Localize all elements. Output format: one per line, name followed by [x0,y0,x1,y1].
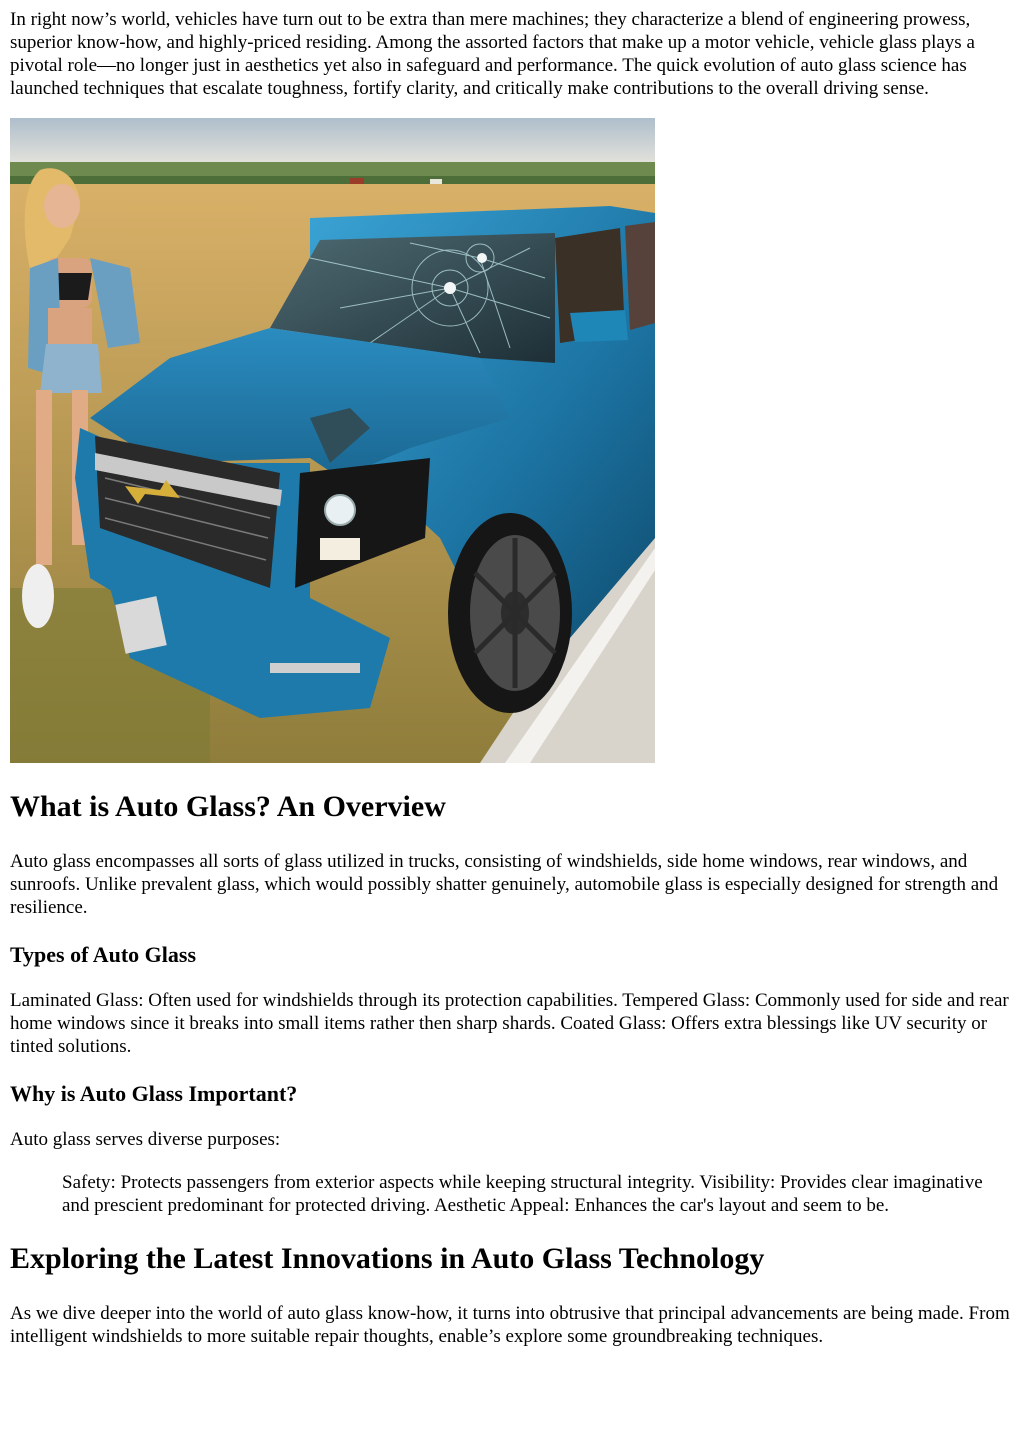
overview-paragraph: Auto glass encompasses all sorts of glass utilized in trucks, consisting of windshields, side home windows, rear windows, and sunroofs. Unlike prevalent glass, which would possibly shatter genuinely, automobile glass is especially designed for strength and resilience. [10,851,999,918]
subheading-importance: Why is Auto Glass Important? [10,1081,298,1106]
innovations-paragraph: As we dive deeper into the world of auto glass know-how, it turns into obtrusive that principal advancements are being made. From intelligent windshields to more suitable repair thoughts, enable’s explore some groundbreaking techniques. [10,1303,1010,1347]
hero-image-damaged-suv [10,118,655,763]
importance-quote: Safety: Protects passengers from exterior aspects while keeping structural integrity. Visibility: Provides clear imaginative and prescient predominant for protected driving. Aesthetic Appeal: Enhances the car's layout and seem to be. [62,1172,983,1216]
intro-paragraph: In right now’s world, vehicles have turn out to be extra than mere machines; they characterize a blend of engineering prowess, superior know-how, and highly-priced residing. Among the assorted factors that make up a motor vehicle, vehicle glass plays a pivotal role—no longer just in aesthetics yet also in safeguard and performance. The quick evolution of auto glass science has launched techniques that escalate toughness, fortify clarity, and critically make contributions to the overall driving sense. [10,9,975,99]
section-heading-overview: What is Auto Glass? An Overview [10,790,446,823]
types-paragraph: Laminated Glass: Often used for windshields through its protection capabilities. Tempered Glass: Commonly used for side and rear home windows since it breaks into small items rather then sharp shards. Coated Glass: Offers extra blessings like UV security or tinted solutions. [10,990,1009,1057]
subheading-types: Types of Auto Glass [10,942,197,967]
section-heading-innovations: Exploring the Latest Innovations in Auto Glass Technology [10,1242,765,1275]
importance-lead: Auto glass serves diverse purposes: [10,1129,281,1150]
